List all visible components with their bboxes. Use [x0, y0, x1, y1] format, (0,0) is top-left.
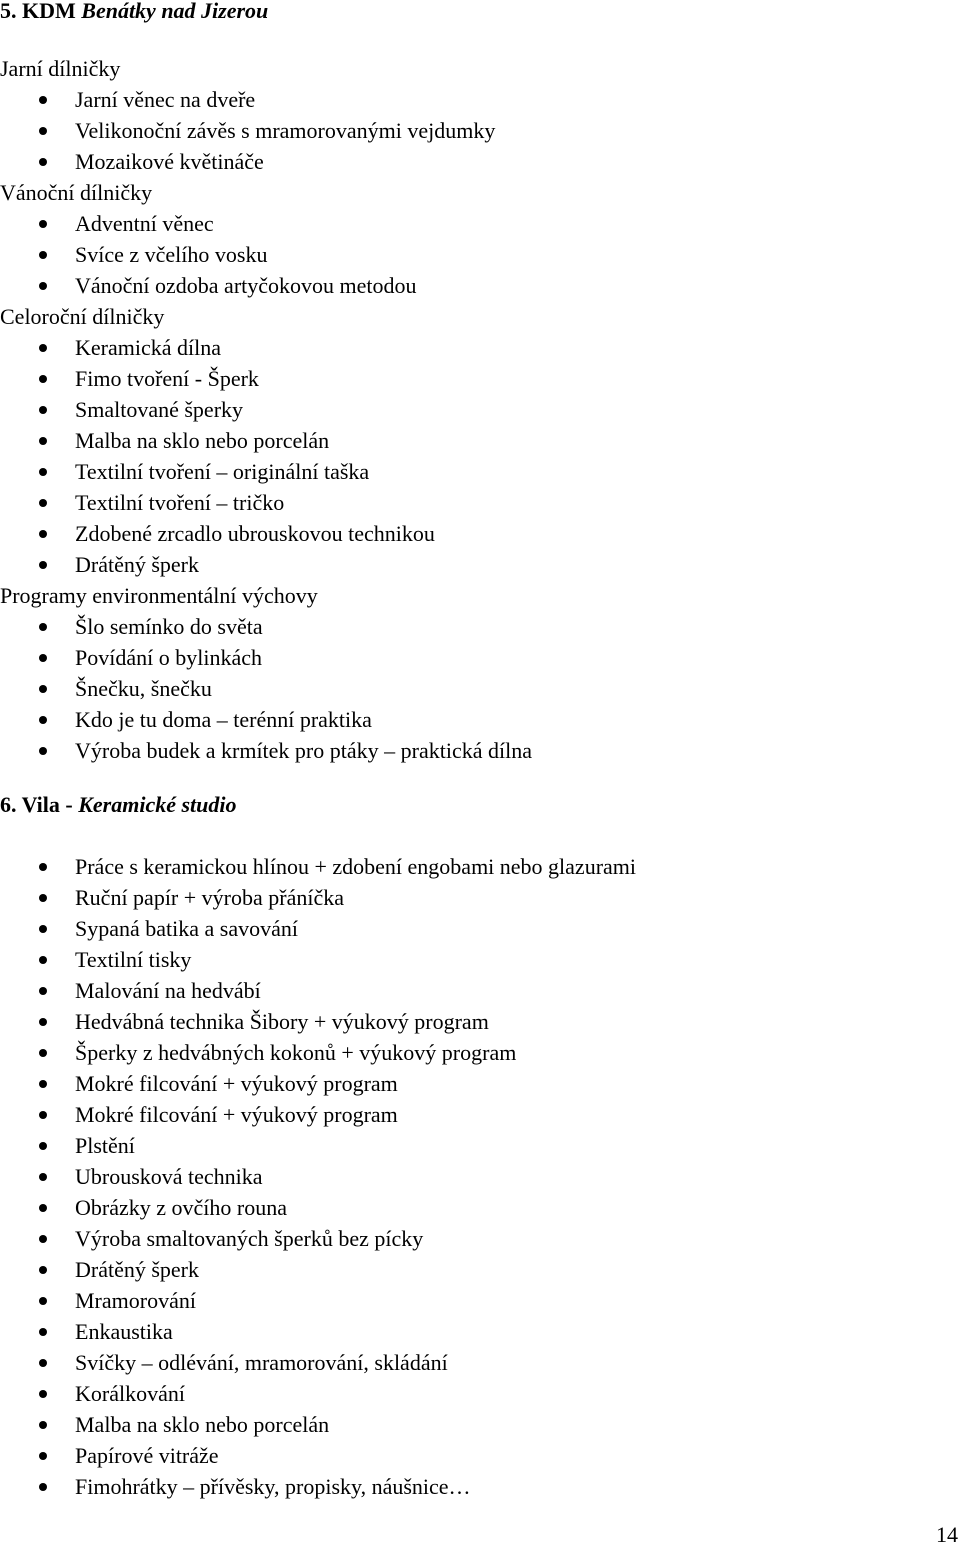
bullet-icon — [39, 987, 47, 995]
bullet-icon — [39, 1111, 47, 1119]
list-item — [0, 1161, 636, 1192]
bullet-icon — [39, 344, 47, 352]
group-label: Programy environmentální výchovy — [0, 583, 318, 608]
list-item — [0, 425, 532, 456]
bullet-icon — [39, 956, 47, 964]
list-item-text: Svíce z včelího vosku — [75, 242, 268, 267]
list-item-text: Obrázky z ovčího rouna — [75, 1195, 287, 1220]
bullet-icon — [39, 1173, 47, 1181]
list-item — [0, 1037, 636, 1068]
list-item — [0, 115, 532, 146]
list-item-text: Textilní tvoření – originální taška — [75, 459, 370, 484]
list-item — [0, 394, 532, 425]
bullet-icon — [39, 1018, 47, 1026]
workshop-list — [0, 53, 532, 766]
list-item-text: Šnečku, šnečku — [75, 676, 212, 701]
list-item — [0, 1223, 636, 1254]
group-label: Celoroční dílničky — [0, 304, 165, 329]
list-item — [0, 1006, 636, 1037]
section-heading — [0, 0, 268, 24]
list-item — [0, 146, 532, 177]
bullet-icon — [39, 1390, 47, 1398]
bullet-icon — [39, 561, 47, 569]
list-item — [0, 1192, 636, 1223]
list-item-text: Výroba budek a krmítek pro ptáky – praktická dílna — [75, 738, 532, 763]
group-label: Jarní dílničky — [0, 56, 121, 81]
bullet-icon — [39, 499, 47, 507]
list-item-text: Mozaikové květináče — [75, 149, 264, 174]
bullet-icon — [39, 1483, 47, 1491]
bullet-icon — [39, 1421, 47, 1429]
list-item — [0, 84, 532, 115]
list-item — [0, 1347, 636, 1378]
list-item-text: Šperky z hedvábných kokonů + výukový program — [75, 1040, 517, 1065]
list-item — [0, 270, 532, 301]
bullet-icon — [39, 685, 47, 693]
bullet-icon — [39, 1359, 47, 1367]
list-item-text: Plstění — [75, 1133, 135, 1158]
bullet-icon — [39, 1142, 47, 1150]
list-item-text: Velikonoční závěs s mramorovanými vejdumky — [75, 118, 496, 143]
bullet-icon — [39, 1297, 47, 1305]
list-item-text: Jarní věnec na dveře — [75, 87, 256, 112]
list-item-text: Mokré filcování + výukový program — [75, 1071, 398, 1096]
list-item-text: Hedvábná technika Šibory + výukový program — [75, 1009, 489, 1034]
list-item-text: Adventní věnec — [75, 211, 214, 236]
bullet-icon — [39, 1266, 47, 1274]
list-item-text: Výroba smaltovaných šperků bez pícky — [75, 1226, 424, 1251]
list-item-text: Práce s keramickou hlínou + zdobení engobami nebo glazurami — [75, 854, 637, 879]
list-item-text: Sypaná batika a savování — [75, 916, 298, 941]
list-item-text: Šlo semínko do světa — [75, 614, 263, 639]
list-item-text: Keramická dílna — [75, 335, 221, 360]
bullet-icon — [39, 1328, 47, 1336]
list-item — [0, 487, 532, 518]
bullet-icon — [39, 1049, 47, 1057]
bullet-icon — [39, 282, 47, 290]
workshop-list — [0, 851, 636, 1502]
section-number: 6. Vila - — [0, 792, 79, 817]
list-item-text: Malba na sklo nebo porcelán — [75, 1412, 330, 1437]
bullet-icon — [39, 437, 47, 445]
list-item-text: Malba na sklo nebo porcelán — [75, 428, 330, 453]
list-item — [0, 1254, 636, 1285]
page-number: 14 — [936, 1522, 958, 1547]
list-item — [0, 704, 532, 735]
list-item — [0, 882, 636, 913]
bullet-icon — [39, 1452, 47, 1460]
list-item — [0, 1409, 636, 1440]
list-item — [0, 1130, 636, 1161]
section-title: Keramické studio — [78, 792, 237, 817]
section-title: Benátky nad Jizerou — [81, 0, 269, 23]
bullet-icon — [39, 251, 47, 259]
list-item — [0, 1440, 636, 1471]
list-item — [0, 1471, 636, 1502]
list-item-text: Vánoční ozdoba artyčokovou metodou — [75, 273, 417, 298]
list-item — [0, 456, 532, 487]
bullet-icon — [39, 716, 47, 724]
list-item-text: Ubrousková technika — [75, 1164, 263, 1189]
bullet-icon — [39, 1204, 47, 1212]
bullet-icon — [39, 654, 47, 662]
bullet-icon — [39, 468, 47, 476]
list-item — [0, 239, 532, 270]
list-item-text: Drátěný šperk — [75, 1257, 200, 1282]
list-item-text: Mramorování — [75, 1288, 196, 1313]
list-item — [0, 913, 636, 944]
list-item — [0, 673, 532, 704]
bullet-icon — [39, 894, 47, 902]
list-item-text: Fimohrátky – přívěsky, propisky, náušnice… — [75, 1474, 471, 1499]
bullet-icon — [39, 925, 47, 933]
list-item — [0, 518, 532, 549]
list-item-text: Textilní tvoření – tričko — [75, 490, 285, 515]
list-item — [0, 1068, 636, 1099]
bullet-icon — [39, 1235, 47, 1243]
list-item-text: Svíčky – odlévání, mramorování, skládání — [75, 1350, 448, 1375]
list-item-text: Enkaustika — [75, 1319, 173, 1344]
list-item — [0, 975, 636, 1006]
bullet-icon — [39, 747, 47, 755]
list-item — [0, 549, 532, 580]
bullet-icon — [39, 863, 47, 871]
list-item-text: Papírové vitráže — [75, 1443, 219, 1468]
bullet-icon — [39, 375, 47, 383]
list-item-text: Smaltované šperky — [75, 397, 244, 422]
list-item — [0, 1285, 636, 1316]
list-item — [0, 735, 532, 766]
bullet-icon — [39, 623, 47, 631]
list-item — [0, 363, 532, 394]
list-item — [0, 1099, 636, 1130]
list-item — [0, 1316, 636, 1347]
list-item — [0, 208, 532, 239]
list-item — [0, 851, 636, 882]
bullet-icon — [39, 220, 47, 228]
group-label: Vánoční dílničky — [0, 180, 153, 205]
bullet-icon — [39, 1080, 47, 1088]
bullet-icon — [39, 406, 47, 414]
bullet-icon — [39, 127, 47, 135]
list-item — [0, 332, 532, 363]
list-item-text: Korálkování — [75, 1381, 185, 1406]
list-item — [0, 1378, 636, 1409]
bullet-icon — [39, 530, 47, 538]
section-heading — [0, 792, 237, 818]
list-item-text: Mokré filcování + výukový program — [75, 1102, 398, 1127]
bullet-icon — [39, 96, 47, 104]
list-item-text: Textilní tisky — [75, 947, 192, 972]
section-number: 5. KDM — [0, 0, 82, 23]
list-item-text: Ruční papír + výroba přáníčka — [75, 885, 344, 910]
list-item-text: Kdo je tu doma – terénní praktika — [75, 707, 372, 732]
bullet-icon — [39, 158, 47, 166]
list-item — [0, 642, 532, 673]
list-item-text: Fimo tvoření - Šperk — [75, 366, 259, 391]
list-item-text: Malování na hedvábí — [75, 978, 261, 1003]
list-item — [0, 944, 636, 975]
list-item-text: Povídání o bylinkách — [75, 645, 262, 670]
list-item — [0, 611, 532, 642]
list-item-text: Zdobené zrcadlo ubrouskovou technikou — [75, 521, 435, 546]
list-item-text: Drátěný šperk — [75, 552, 200, 577]
